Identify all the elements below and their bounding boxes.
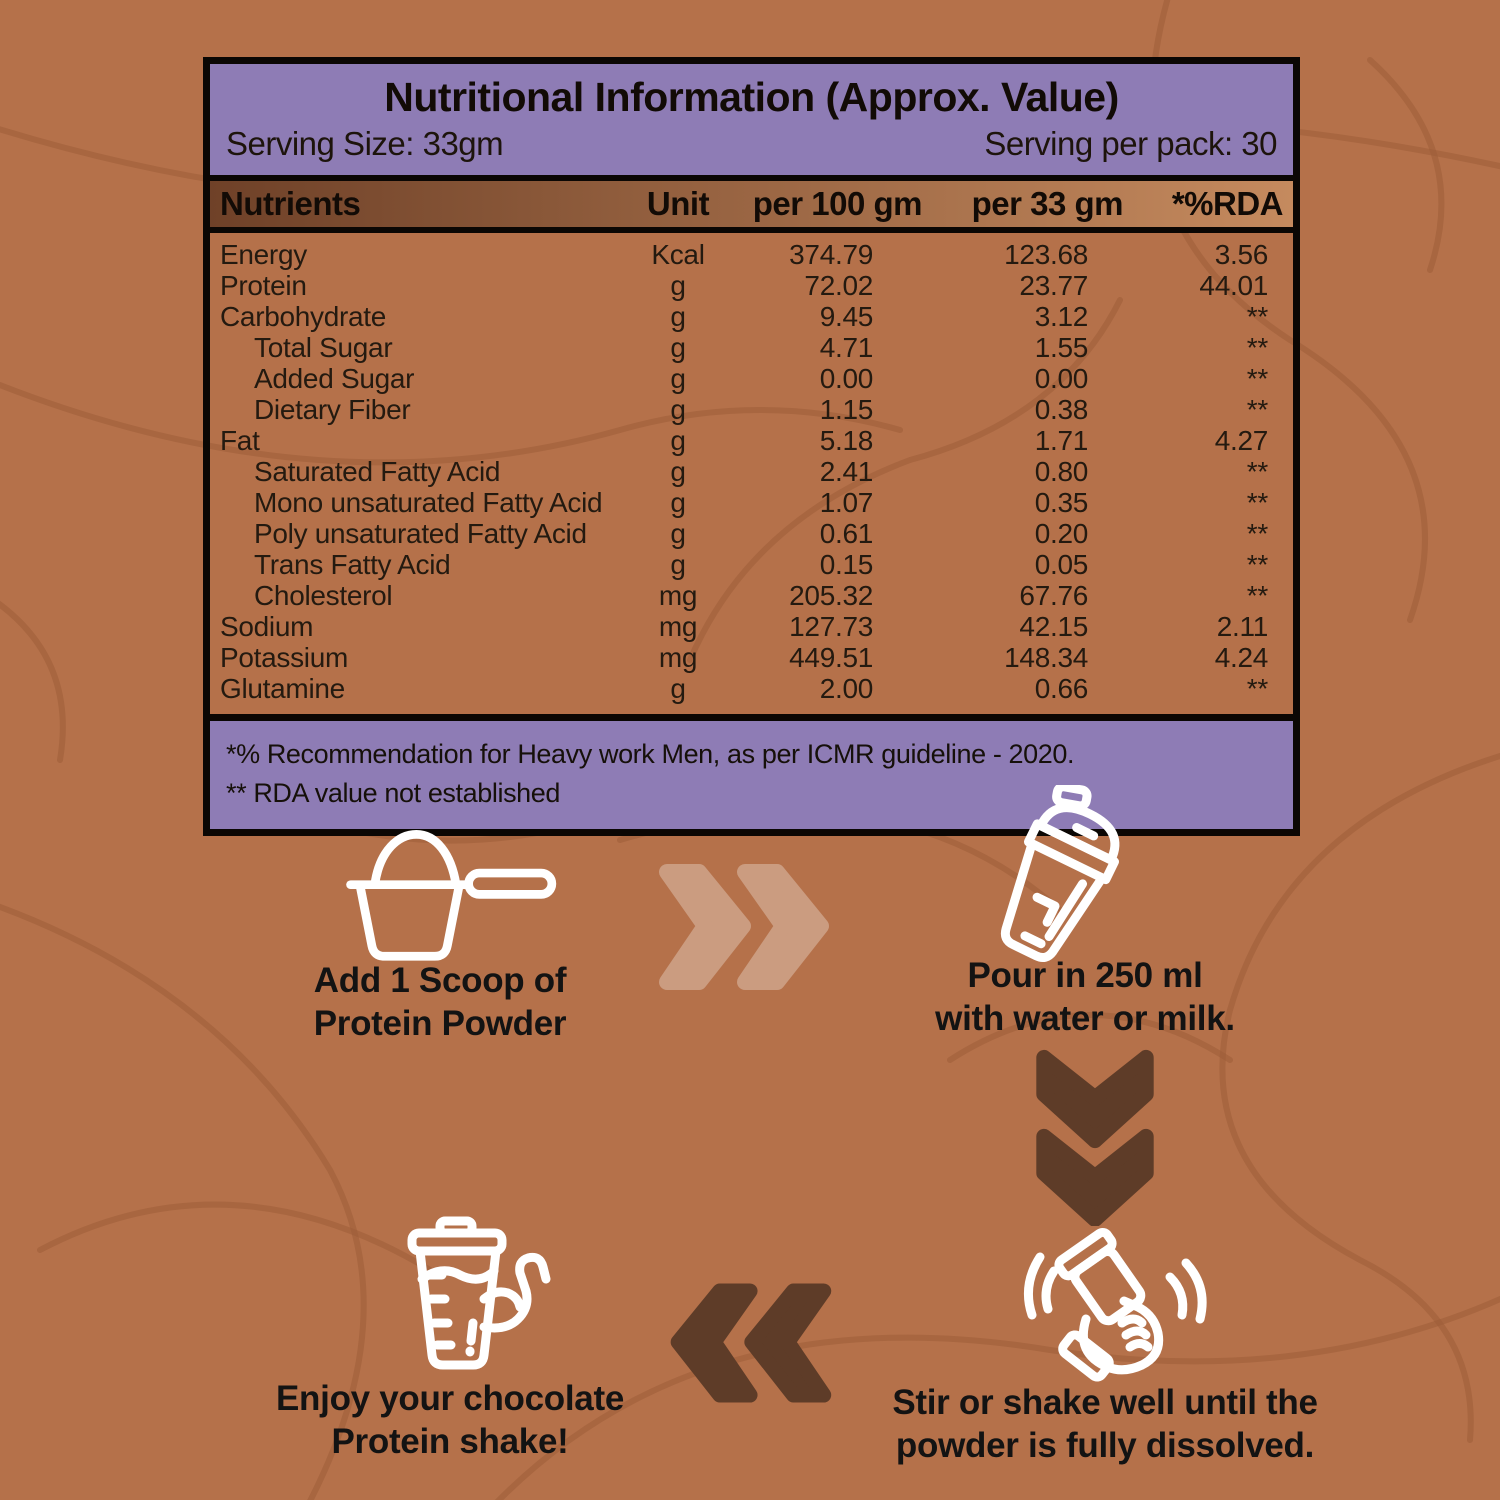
serving-size: Serving Size: 33gm (226, 125, 504, 162)
chevrons-right-icon (655, 860, 835, 995)
table-row (210, 673, 1293, 704)
table-row (210, 456, 1293, 487)
table-row (210, 301, 1293, 332)
step1-caption (260, 960, 620, 1045)
nutrient-per-100gm: 205.32 (789, 579, 873, 611)
nutrient-rda: ** (1246, 393, 1268, 425)
step2-line2: with water or milk. (935, 998, 1235, 1038)
nutrient-rda: 4.27 (1214, 424, 1268, 456)
nutrient-unit: g (670, 424, 686, 456)
nutrient-per-33gm: 0.80 (1034, 455, 1088, 487)
nutrient-per-100gm: 2.00 (819, 672, 873, 704)
nutrient-per-100gm: 0.61 (819, 517, 873, 549)
step3-caption (870, 1382, 1340, 1467)
nutrient-name: Energy (220, 238, 307, 270)
nutrient-rda: 3.56 (1214, 238, 1268, 270)
serving-row (224, 125, 1279, 169)
step3-line1: Stir or shake well until the (892, 1383, 1318, 1422)
nutrient-unit: Kcal (651, 238, 705, 270)
nutrient-name: Carbohydrate (220, 300, 387, 332)
nutrient-per-33gm: 0.20 (1034, 517, 1088, 549)
footnote-rda: *% Recommendation for Heavy work Men, as per ICMR guideline - 2020. (226, 739, 1075, 769)
table-row (210, 394, 1293, 425)
nutrient-per-100gm: 0.15 (819, 548, 873, 580)
nutrient-unit: g (670, 517, 686, 549)
nutrient-unit: g (670, 362, 686, 394)
step2-caption (870, 955, 1300, 1040)
nutrient-unit: mg (658, 579, 698, 611)
nutrient-per-33gm: 0.35 (1034, 486, 1088, 518)
nutrient-name: Trans Fatty Acid (254, 548, 451, 580)
nutrient-rda: 44.01 (1199, 269, 1268, 301)
table-row (210, 549, 1293, 580)
table-row (210, 332, 1293, 363)
nutrient-name: Sodium (220, 610, 314, 642)
nutrient-name: Cholesterol (254, 579, 393, 611)
nutrient-name: Dietary Fiber (254, 393, 411, 425)
step4-line1: Enjoy your chocolate (276, 1379, 624, 1418)
nutrient-unit: g (670, 486, 686, 518)
nutrient-per-33gm: 0.66 (1034, 672, 1088, 704)
table-column-header (210, 181, 1293, 233)
nutrition-panel-header (210, 64, 1293, 181)
nutrient-name: Saturated Fatty Acid (254, 455, 501, 487)
nutrient-name: Mono unsaturated Fatty Acid (254, 486, 603, 518)
table-row (210, 270, 1293, 301)
footnote-not-established: ** RDA value not established (226, 778, 561, 809)
nutrient-rda: ** (1246, 455, 1268, 487)
nutrient-per-100gm: 0.00 (819, 362, 873, 394)
nutrient-unit: mg (658, 610, 698, 642)
nutrient-per-100gm: 2.41 (819, 455, 873, 487)
nutrient-per-33gm: 1.55 (1034, 331, 1088, 363)
nutrient-unit: g (670, 300, 686, 332)
nutrient-per-100gm: 9.45 (819, 300, 873, 332)
table-row (210, 487, 1293, 518)
chevrons-left-icon (665, 1276, 835, 1411)
nutrient-per-33gm: 0.05 (1034, 548, 1088, 580)
nutrient-per-100gm: 5.18 (819, 424, 873, 456)
nutrient-rda: ** (1246, 548, 1268, 580)
table-row (210, 611, 1293, 642)
chevrons-down-icon (1030, 1048, 1160, 1226)
nutrient-per-33gm: 3.12 (1034, 300, 1088, 332)
shake-cup-arm-icon (360, 1215, 555, 1380)
nutrient-rda: ** (1246, 331, 1268, 363)
nutrient-unit: g (670, 548, 686, 580)
shake-hands-icon (1020, 1226, 1220, 1398)
nutrient-unit: g (670, 331, 686, 363)
scoop-icon (320, 815, 565, 965)
nutrient-per-100gm: 1.15 (819, 393, 873, 425)
nutrient-name: Added Sugar (254, 362, 415, 394)
col-per-33gm: per 33 gm (971, 185, 1123, 222)
nutrient-per-33gm: 42.15 (1019, 610, 1088, 642)
col-nutrients: Nutrients (220, 185, 361, 222)
nutrient-per-33gm: 148.34 (1004, 641, 1088, 673)
nutrient-rda: ** (1246, 362, 1268, 394)
nutrient-rda: ** (1246, 672, 1268, 704)
nutrient-per-100gm: 449.51 (789, 641, 873, 673)
nutrient-unit: g (670, 269, 686, 301)
nutrient-unit: g (670, 672, 686, 704)
step3-line2: powder is fully dissolved. (895, 1425, 1315, 1465)
nutrient-name: Total Sugar (254, 331, 393, 363)
step1-line2: Protein Powder (313, 1003, 567, 1043)
nutrient-rda: 4.24 (1214, 641, 1268, 673)
nutrient-name: Fat (220, 424, 260, 456)
table-row (210, 239, 1293, 270)
nutrient-rda: ** (1246, 486, 1268, 518)
col-unit: Unit (646, 185, 710, 222)
col-rda: *%RDA (1171, 185, 1283, 222)
step4-caption (230, 1378, 670, 1463)
nutrient-unit: mg (658, 641, 698, 673)
nutrient-name: Glutamine (220, 672, 345, 704)
nutrient-unit: g (670, 393, 686, 425)
nutrient-per-33gm: 123.68 (1004, 238, 1088, 270)
step2-line1: Pour in 250 ml (967, 956, 1203, 995)
nutrient-rda: ** (1246, 300, 1268, 332)
nutrient-per-33gm: 23.77 (1019, 269, 1088, 301)
nutrient-per-100gm: 1.07 (819, 486, 873, 518)
nutrient-name: Potassium (220, 641, 349, 673)
nutrient-unit: g (670, 455, 686, 487)
nutrient-per-100gm: 374.79 (789, 238, 873, 270)
table-row (210, 425, 1293, 456)
nutrient-per-100gm: 4.71 (819, 331, 873, 363)
table-row (210, 642, 1293, 673)
nutrient-rda: 2.11 (1216, 610, 1268, 642)
nutrient-name: Poly unsaturated Fatty Acid (254, 517, 587, 549)
step4-line2: Protein shake! (331, 1421, 569, 1461)
nutrient-per-33gm: 0.00 (1034, 362, 1088, 394)
nutrient-per-33gm: 1.71 (1034, 424, 1088, 456)
serving-per-pack: Serving per pack: 30 (984, 125, 1277, 162)
col-per-100gm: per 100 gm (752, 185, 922, 222)
nutrient-per-100gm: 72.02 (804, 269, 873, 301)
table-row (210, 363, 1293, 394)
table-body (210, 233, 1293, 714)
nutrient-rda: ** (1246, 517, 1268, 549)
table-row (210, 580, 1293, 611)
nutrient-per-33gm: 0.38 (1034, 393, 1088, 425)
nutrient-name: Protein (220, 269, 307, 301)
step1-line1: Add 1 Scoop of (313, 961, 567, 1000)
table-row (210, 518, 1293, 549)
nutrition-panel (203, 57, 1300, 836)
nutrient-rda: ** (1246, 579, 1268, 611)
nutrient-per-33gm: 67.76 (1019, 579, 1088, 611)
nutrition-title: Nutritional Information (Approx. Value) (384, 74, 1119, 120)
nutrient-per-100gm: 127.73 (789, 610, 873, 642)
